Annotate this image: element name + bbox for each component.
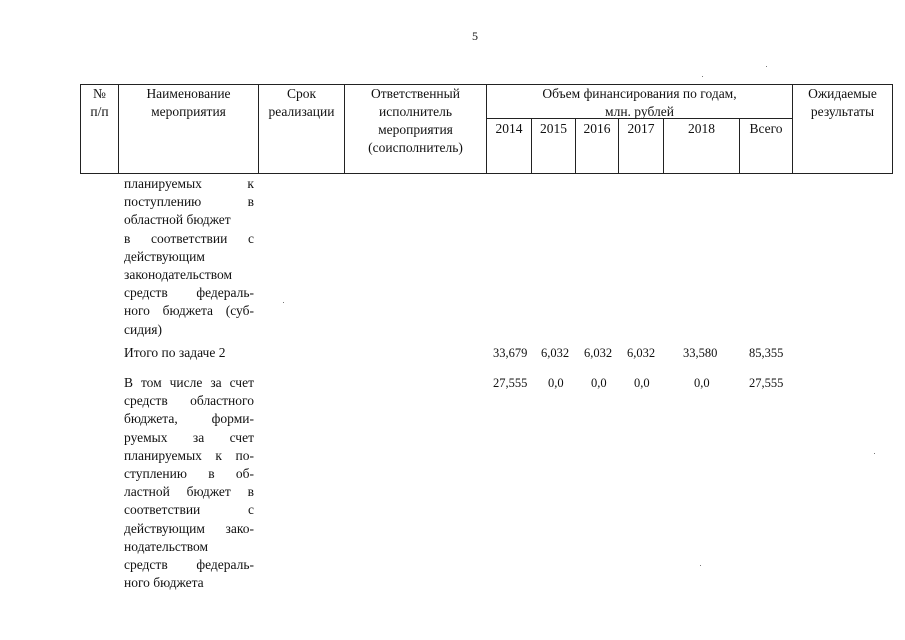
header-year-2016: 2016 [583,121,611,136]
header-num: № п/п [90,86,109,119]
total-task-2-2014: 33,679 [493,346,528,360]
page-number: 5 [472,29,478,43]
header-name: Наименование мероприятия [146,86,231,119]
total-task-2-2018: 33,580 [683,346,718,360]
scan-speck [702,76,703,77]
header-year-2014: 2014 [495,121,523,136]
regional-2016: 0,0 [591,376,607,390]
regional-2018: 0,0 [694,376,710,390]
total-task-2-2015: 6,032 [541,346,570,360]
row-total-task-2-label: Итого по задаче 2 [124,345,226,360]
row-description-continued: планируемых к поступлению в областной бюджет в соответствии с действующим законодательством средств федераль- ного бюджета (суб- сидия) [124,176,254,337]
header-executor: Ответственный исполнитель мероприятия (соисполнитель) [368,86,463,155]
row-regional-budget-label: В том числе за счет средств областного бюджета, форми- руемых за счет планируемых к по- ступлению в об- ластной бюджет в соответствии с действующим зако- нодательством средств федераль- ного бюджета [124,375,254,591]
scan-speck [874,453,875,454]
header-term: Срок реализации [268,86,335,119]
header-year-2015: 2015 [540,121,567,136]
header-year-2017: 2017 [627,121,655,136]
header-total: Всего [749,121,783,136]
total-task-2-2016: 6,032 [584,346,613,360]
total-task-2-2017: 6,032 [627,346,656,360]
regional-all: 27,555 [749,376,784,390]
total-task-2-all: 85,355 [749,346,784,360]
regional-2015: 0,0 [548,376,564,390]
regional-2014: 27,555 [493,376,528,390]
header-financing: Объем финансирования по годам, млн. рублей [542,86,737,119]
border-right [892,84,893,174]
scan-speck [283,302,284,303]
header-year-2018: 2018 [688,121,715,136]
scan-speck [700,565,701,566]
scan-speck [766,66,767,67]
regional-2017: 0,0 [634,376,650,390]
header-results: Ожидаемые результаты [808,86,877,119]
